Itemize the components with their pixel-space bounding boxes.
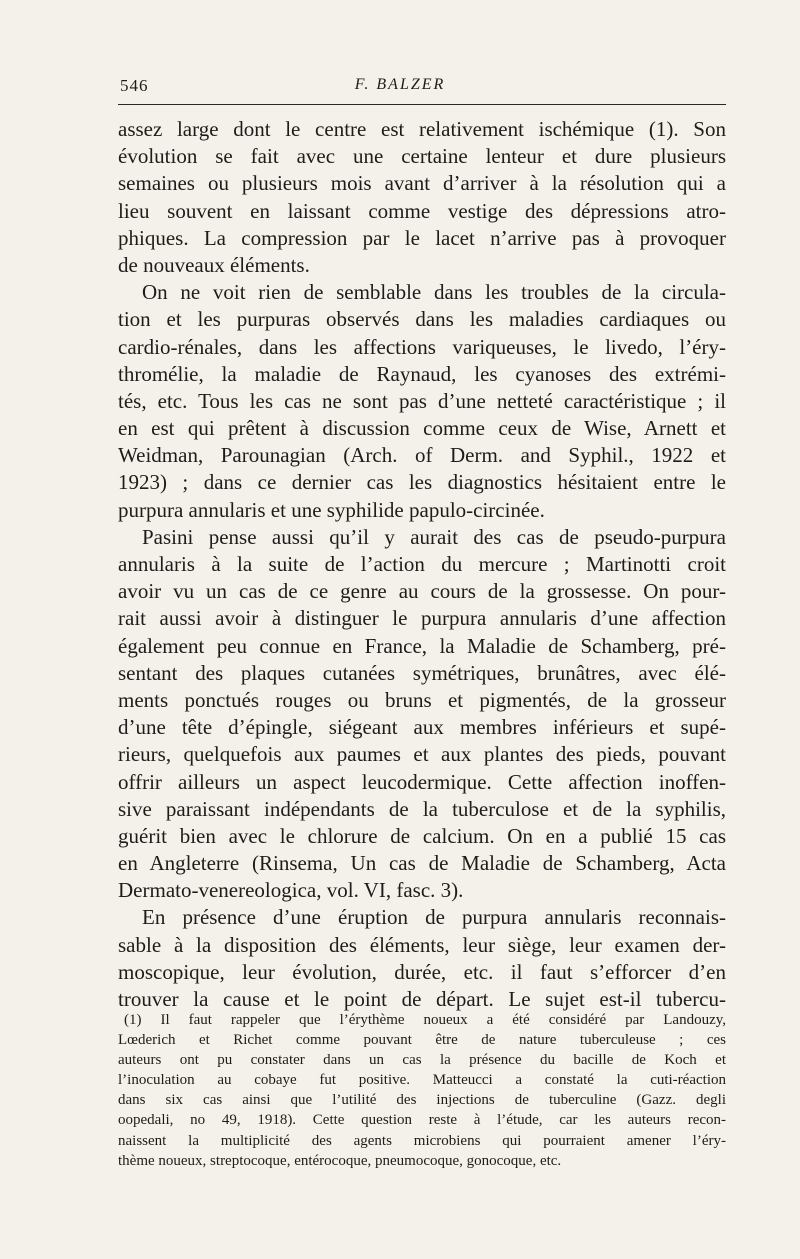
body-line: sive paraissant indépendants de la tuberculose et de la syphilis, [118, 796, 726, 821]
footnote-line: dans six cas ainsi que l’utilité des injections de tuberculine (Gazz. degli [118, 1092, 726, 1109]
header-rule [118, 104, 726, 105]
body-line: Dermato-venereologica, vol. VI, fasc. 3). [118, 878, 464, 903]
footnotes [118, 1010, 726, 1171]
body-line: guérit bien avec le chlorure de calcium. On en a publié 15 cas [118, 823, 726, 848]
body-line: Weidman, Parounagian (Arch. of Derm. and Syphil., 1922 et [118, 443, 726, 468]
footnote-line: thème noueux, streptocoque, entérocoque, pneumocoque, gonocoque, etc. [118, 1152, 562, 1169]
footnote-line: naissent la multiplicité des agents microbiens qui pourraient amener l’éry- [118, 1132, 726, 1149]
body-line: ments ponctués rouges ou bruns et pigmentés, de la grosseur [118, 687, 726, 712]
footnote-line: Lœderich et Richet comme pouvant être de nature tuberculeuse ; ces [118, 1032, 726, 1049]
body-line: en est qui prêtent à discussion comme ceux de Wise, Arnett et [118, 416, 726, 441]
body-line: assez large dont le centre est relativement ischémique (1). Son [118, 117, 726, 141]
body-text [118, 116, 726, 1013]
body-line: tés, etc. Tous les cas ne sont pas d’une netteté caractéristique ; il [118, 388, 726, 413]
body-line: d’une tête d’épingle, siégeant aux membres inférieurs et supé- [118, 715, 726, 740]
body-line: semaines ou plusieurs mois avant d’arriver à la résolution qui a [118, 171, 726, 196]
body-line: On ne voit rien de semblable dans les troubles de la circula- [142, 280, 726, 305]
body-line: moscopique, leur évolution, durée, etc. il faut s’efforcer d’en [118, 959, 726, 984]
footnote-line: l’inoculation au cobaye fut positive. Matteucci a constaté la cuti-réaction [118, 1072, 726, 1089]
body-line: évolution se fait avec une certaine lenteur et dure plusieurs [118, 144, 726, 169]
footnote-line: oopedali, no 49, 1918). Cette question reste à l’étude, car les auteurs recon- [118, 1112, 726, 1129]
body-line: sable à la disposition des éléments, leur siège, leur examen der- [118, 932, 726, 957]
body-line: purpura annularis et une syphilide papulo-circinée. [118, 497, 545, 522]
footnote-line: (1) Il faut rappeler que l’érythème noueux a été considéré par Landouzy, [124, 1012, 726, 1028]
body-line: phiques. La compression par le lacet n’arrive pas à provoquer [118, 225, 726, 250]
running-head: F. BALZER [354, 76, 446, 93]
body-line: 1923) ; dans ce dernier cas les diagnostics hésitaient entre le [118, 470, 726, 495]
body-line: En présence d’une éruption de purpura annularis reconnais- [142, 905, 726, 930]
body-line: cardio-rénales, dans les affections variqueuses, le livedo, l’éry- [118, 334, 726, 359]
body-line: annularis à la suite de l’action du mercure ; Martinotti croit [118, 552, 726, 576]
body-line: trouver la cause et le point de départ. Le sujet est-il tubercu- [118, 987, 726, 1011]
footnote-line: auteurs ont pu constater dans un cas la présence du bacille de Koch et [118, 1052, 726, 1069]
body-line: de nouveaux éléments. [118, 252, 310, 277]
body-line: avoir vu un cas de ce genre au cours de la grossesse. On pour- [118, 579, 726, 604]
body-line: Pasini pense aussi qu’il y aurait des cas de pseudo-purpura [142, 524, 726, 549]
body-line: lieu souvent en laissant comme vestige des dépressions atro- [118, 198, 726, 223]
body-line: également peu connue en France, la Maladie de Schamberg, pré- [118, 633, 726, 658]
body-line: en Angleterre (Rinsema, Un cas de Maladie de Schamberg, Acta [118, 851, 726, 876]
body-line: rait aussi avoir à distinguer le purpura annularis d’une affection [118, 606, 726, 631]
body-line: rieurs, quelquefois aux paumes et aux plantes des pieds, pouvant [118, 742, 726, 767]
page-number: 546 [120, 76, 149, 95]
body-line: sentant des plaques cutanées symétriques, brunâtres, avec élé- [118, 660, 726, 685]
body-line: tion et les purpuras observés dans les maladies cardiaques ou [118, 307, 726, 332]
body-line: thromélie, la maladie de Raynaud, les cyanoses des extrémi- [118, 361, 726, 386]
body-line: offrir ailleurs un aspect leucodermique. Cette affection inoffen- [118, 769, 726, 794]
